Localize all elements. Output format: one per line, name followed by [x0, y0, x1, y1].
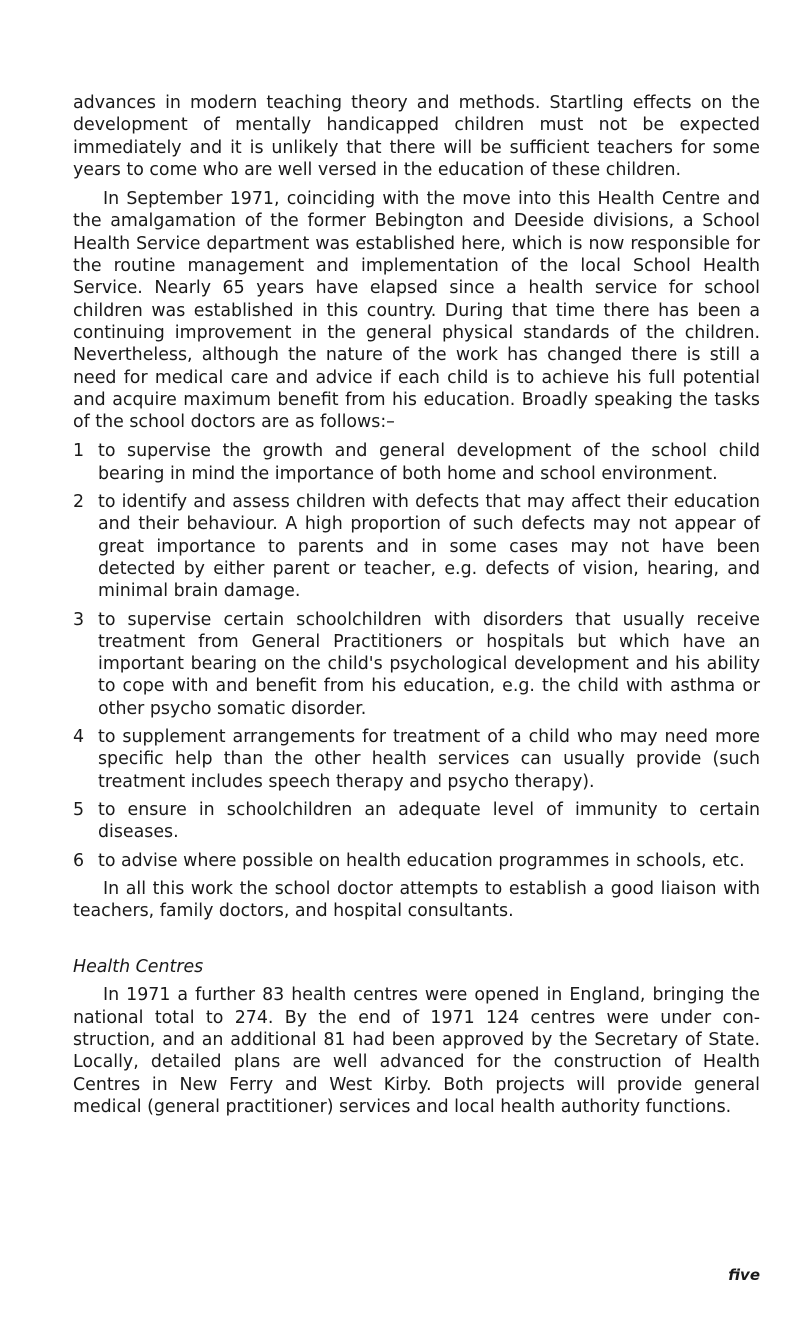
list-item-number: 2 [73, 492, 85, 513]
list-item-number: 6 [73, 850, 85, 871]
list-item-number: 3 [73, 609, 85, 630]
list-item-text: to identify and assess children with defects that may affect their education and their behaviour. A high proportion of such defects may not appear of great importance to parents and in some cases may not have been detected by either parent or teacher, e.g. defects of vision, hearing, and minimal brain damage. [98, 492, 760, 602]
list-item [73, 440, 760, 485]
list-item [73, 609, 760, 720]
liaison-paragraph: In all this work the school doctor attempts to establish a good liaison with teachers, family doctors, and hospital consultants. [73, 878, 760, 922]
intro-paragraph: advances in modern teaching theory and methods. Startling effects on the development of mentally handicapped children must not be expected immediately and it is unlikely that there will be sufficient teachers for some years to come who are well versed in the education of these children. [73, 93, 760, 180]
list-item-text: to supervise certain schoolchildren with disorders that usually receive treatment from General Practitioners or hospitals but which have an important bearing on the child's psychological development and his ability to cope with and benefit from his education, e.g. the child with asthma or other psycho somatic disorder. [98, 609, 760, 719]
list-item [73, 799, 760, 844]
health-centres-paragraph: In 1971 a further 83 health centres were opened in England, bringing the national total to 274. By the end of 1971 124 centres were under construction, and an additional 81 had been approved by the Secretary of State. Locally, detailed plans are well advanced for the construction of Health Centres in New Ferry and West Kirby. Both projects will provide general medical (general practitioner) services and local health authority functions. [73, 985, 760, 1117]
list-item-text: to ensure in schoolchildren an adequate level of immunity to certain diseases. [98, 799, 760, 843]
section-heading: Health Centres [73, 957, 204, 978]
list-item [73, 850, 760, 872]
list-item-text: to advise where possible on health education programmes in schools, etc. [98, 850, 745, 871]
list-item-number: 5 [73, 799, 85, 820]
list-item-text: to supplement arrangements for treatment of a child who may need more specific help than the other health services can usually provide (such treatment includes speech therapy and psycho therapy). [98, 727, 760, 792]
list-item-text: to supervise the growth and general development of the school child bearing in mind the importance of both home and school environment. [98, 441, 760, 484]
list-item-number: 1 [73, 441, 85, 462]
list-item-number: 4 [73, 727, 85, 748]
list-item [73, 726, 760, 793]
page-number: five [728, 1266, 760, 1284]
school-health-paragraph: In September 1971, coinciding with the move into this Health Centre and the amalgamation of the former Bebington and Deeside divisions, a School Health Service department was established here, which is now responsible for the routine management and implementation of the local School Health Service. Nearly 65 years have elapsed since a health service for school children was established in this country. During that time there has been a continuing improvement in the general physical standards of the children. Nevertheless, although the nature of the work has changed there is still a need for medical care and advice if each child is to achieve his full potential and acquire maximum benefit from his education. Broadly speaking the tasks of the school doctors are as follows:– [73, 189, 760, 433]
list-item [73, 491, 760, 602]
tasks-list [73, 440, 760, 871]
